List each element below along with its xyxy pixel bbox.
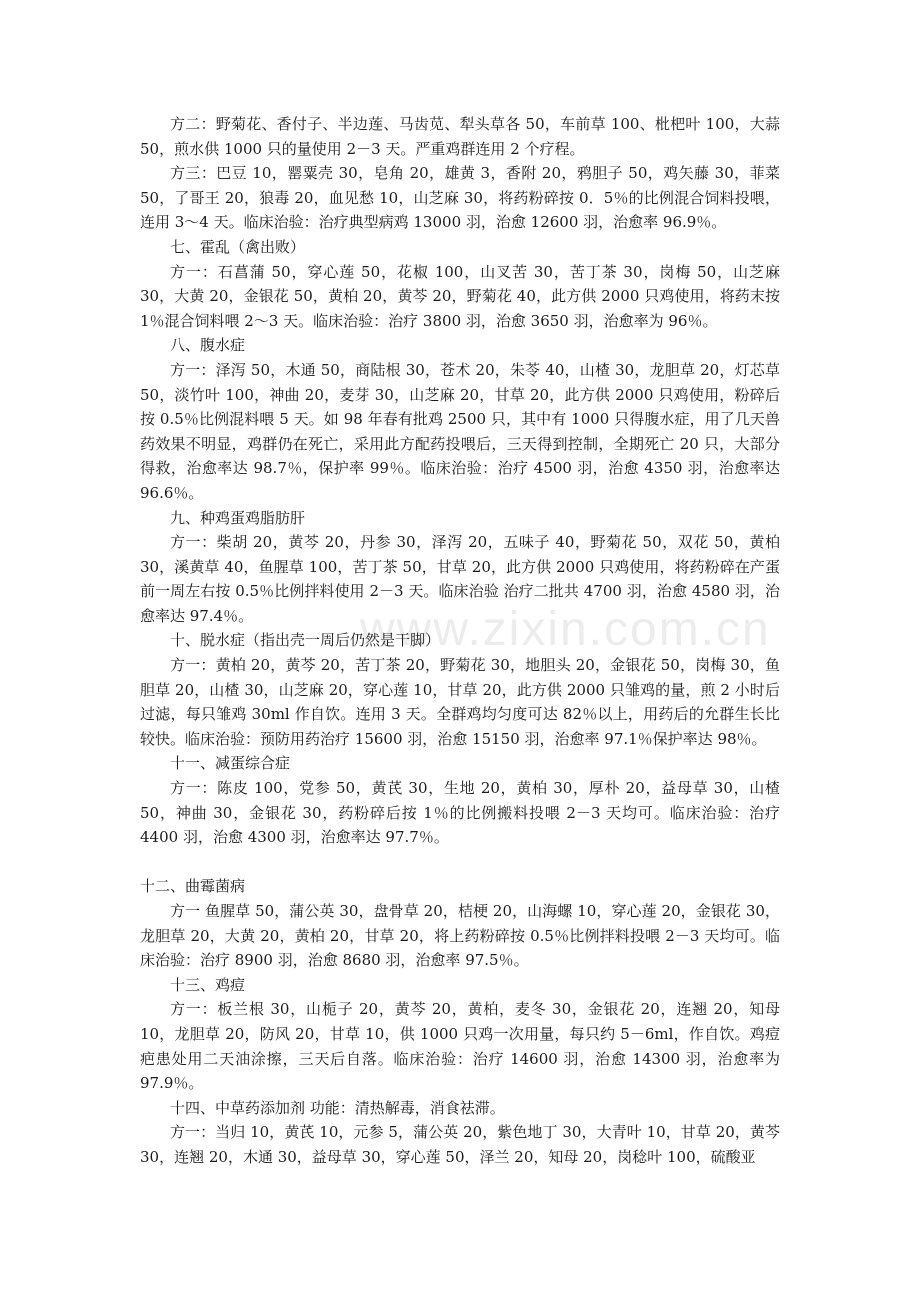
prescription-paragraph: 方二：野菊花、香付子、半边莲、马齿苋、犁头草各 50，车前草 100、枇杷叶 100，大蒜 50，煎水供 1000 只的量使用 2－3 天。严重鸡群连用 2 个疗程。 (140, 115, 780, 158)
prescription-paragraph: 方一：板兰根 30，山栀子 20，黄芩 20，黄柏，麦冬 30，金银花 20，连翘 20，知母 10，龙胆草 20，防风 20，甘草 10，供 1000 只鸡一次用量，每只约 5－6ml，作自饮。鸡痘疤患处用二天油涂擦，三天后自落。临床治验：治疗 14600 羽，治愈 14300 羽，治愈率为 97.9％。 (140, 1000, 780, 1093)
section-heading: 十、脱水症（指出壳一周后仍然是干脚） (170, 631, 441, 650)
prescription-paragraph: 方三：巴豆 10，罂粟壳 30，皂角 20，雄黄 3，香附 20，鸦胆子 50，鸡矢藤 30，菲菜 50，了哥王 20，狼毒 20，血见愁 10，山芝麻 30，将药粉碎按 0．5％的比例混合饲料投喂，连用 3～4 天。临床治验：治疗典型病鸡 13000 羽，治愈 12600 羽，治愈率 96.9％。 (140, 164, 780, 232)
section-heading: 十二、曲霉菌病 (140, 877, 246, 896)
section-heading: 九、种鸡蛋鸡脂肪肝 (170, 508, 306, 527)
prescription-paragraph: 方一：陈皮 100，党参 50，黄芪 30，生地 20，黄柏 30，厚朴 20，益母草 30，山楂 50，神曲 30，金银花 30，药粉碎后按 1％的比例搬料投喂 2－3 天均可。临床治验：治疗 4400 羽，治愈 4300 羽，治愈率达 97.7％。 (140, 779, 780, 847)
section-heading: 八、腹水症 (170, 336, 246, 355)
section-heading: 十四、中草药添加剂 功能：清热解毒，消食祛滞。 (170, 1098, 505, 1117)
section-heading: 七、霍乱（禽出败） (170, 237, 306, 256)
document-body (140, 112, 780, 1170)
prescription-paragraph: 方一：泽泻 50，木通 50，商陆根 30，苍术 20，朱苓 40，山楂 30，龙胆草 20，灯芯草 50，淡竹叶 100，神曲 20，麦芽 30，山芝麻 20，甘草 20，此方供 2000 只鸡使用，粉碎后按 0.5％比例混料喂 5 天。如 98 年春有批鸡 2500 只，其中有 1000 只得腹水症，用了几天兽药效果不明显，鸡群仍在死亡，采用此方配药投喂后，三天得到控制，全期死亡 20 只，大部分得救，治愈率达 98.7％，保护率 99％。临床治验：治疗 4500 羽，治愈 4350 羽，治愈率达 96.6％。 (140, 360, 780, 502)
prescription-paragraph: 方一：当归 10，黄芪 10，元参 5，蒲公英 20，紫色地丁 30，大青叶 10，甘草 20，黄芩 30，连翘 20，木通 30，益母草 30，穿心莲 50，泽兰 20，知母 20，岗稔叶 100，硫酸亚 (140, 1123, 780, 1166)
prescription-paragraph: 方一：柴胡 20，黄芩 20，丹参 30，泽泻 20，五味子 40，野菊花 50，双花 50，黄柏 30，溪黄草 40，鱼腥草 100，苦丁茶 50，甘草 20，此方供 2000 只鸡使用，将药粉碎在产蛋前一周左右按 0.5％比例拌料使用 2－3 天。临床治验 治疗二批共 4700 羽，治愈 4580 羽，治愈率达 97.4％。 (140, 533, 780, 625)
prescription-paragraph: 方一：石菖蒲 50，穿心莲 50，花椒 100，山叉苦 30，苦丁茶 30，岗梅 50，山芝麻 30，大黄 20，金银花 50，黄柏 20，黄芩 20，野菊花 40，此方供 2000 只鸡使用，将药末按 1％混合饲料喂 2～3 天。临床治验：治疗 3800 羽，治愈 3650 羽，治愈率为 96％。 (140, 262, 780, 330)
prescription-paragraph: 方一：黄柏 20，黄芩 20，苦丁茶 20，野菊花 30，地胆头 20，金银花 50，岗梅 30，鱼胆草 20，山楂 30，山芝麻 20，穿心莲 10，甘草 20，此方供 2000 只雏鸡的量，煎 2 小时后过滤，每只雏鸡 30ml 作自饮。连用 3 天。全群鸡均匀度可达 82％以上，用药后的允群生长比较快。临床治验：预防用药治疗 15600 羽，治愈 15150 羽，治愈率 97.1％保护率达 98％。 (140, 656, 780, 748)
section-heading: 十三、鸡痘 (170, 975, 246, 994)
watermark: www.zixin.com.cn (360, 603, 771, 656)
section-heading: 十一、减蛋综合症 (170, 754, 291, 773)
prescription-paragraph: 方一 鱼腥草 50，蒲公英 30，盘骨草 20，桔梗 20，山海螺 10，穿心莲 20，金银花 30，龙胆草 20，大黄 20，黄柏 20，甘草 20，将上药粉碎按 0.5％比例拌料投喂 2－3 天均可。临床治验：治疗 8900 羽，治愈 8680 羽，治愈率 97.5％。 (140, 902, 780, 970)
paragraph-gap (140, 850, 780, 875)
